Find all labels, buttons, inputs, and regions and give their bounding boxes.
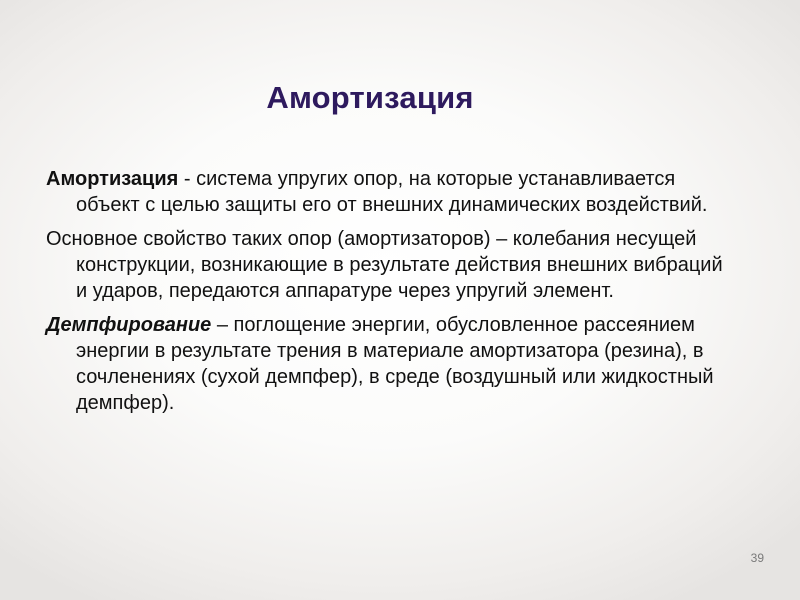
slide-body xyxy=(46,166,726,424)
paragraph-damping xyxy=(46,312,726,416)
term-damping: Демпфирование xyxy=(46,314,212,336)
page-number: 39 xyxy=(750,551,764,565)
term-amortization: Амортизация xyxy=(46,168,179,190)
slide-title: Амортизация xyxy=(266,80,474,115)
paragraph-main-property xyxy=(46,226,726,304)
paragraph-amortization-text: - система упругих опор, на которые устанавливается объект с целью защиты его от внешних динамических воздействий. xyxy=(76,168,708,216)
paragraph-amortization xyxy=(46,166,726,218)
paragraph-main-property-text: Основное свойство таких опор (амортизаторов) – колебания несущей конструкции, возникающие в результате действия внешних вибраций и ударов, передаются аппаратуре через упругий элемент. xyxy=(46,228,723,302)
paragraph-damping-text: – поглощение энергии, обусловленное рассеянием энергии в результате трения в материале амортизатора (резина), в сочленениях (сухой демпфер), в среде (воздушный или жидкостный демпфер). xyxy=(76,314,714,414)
